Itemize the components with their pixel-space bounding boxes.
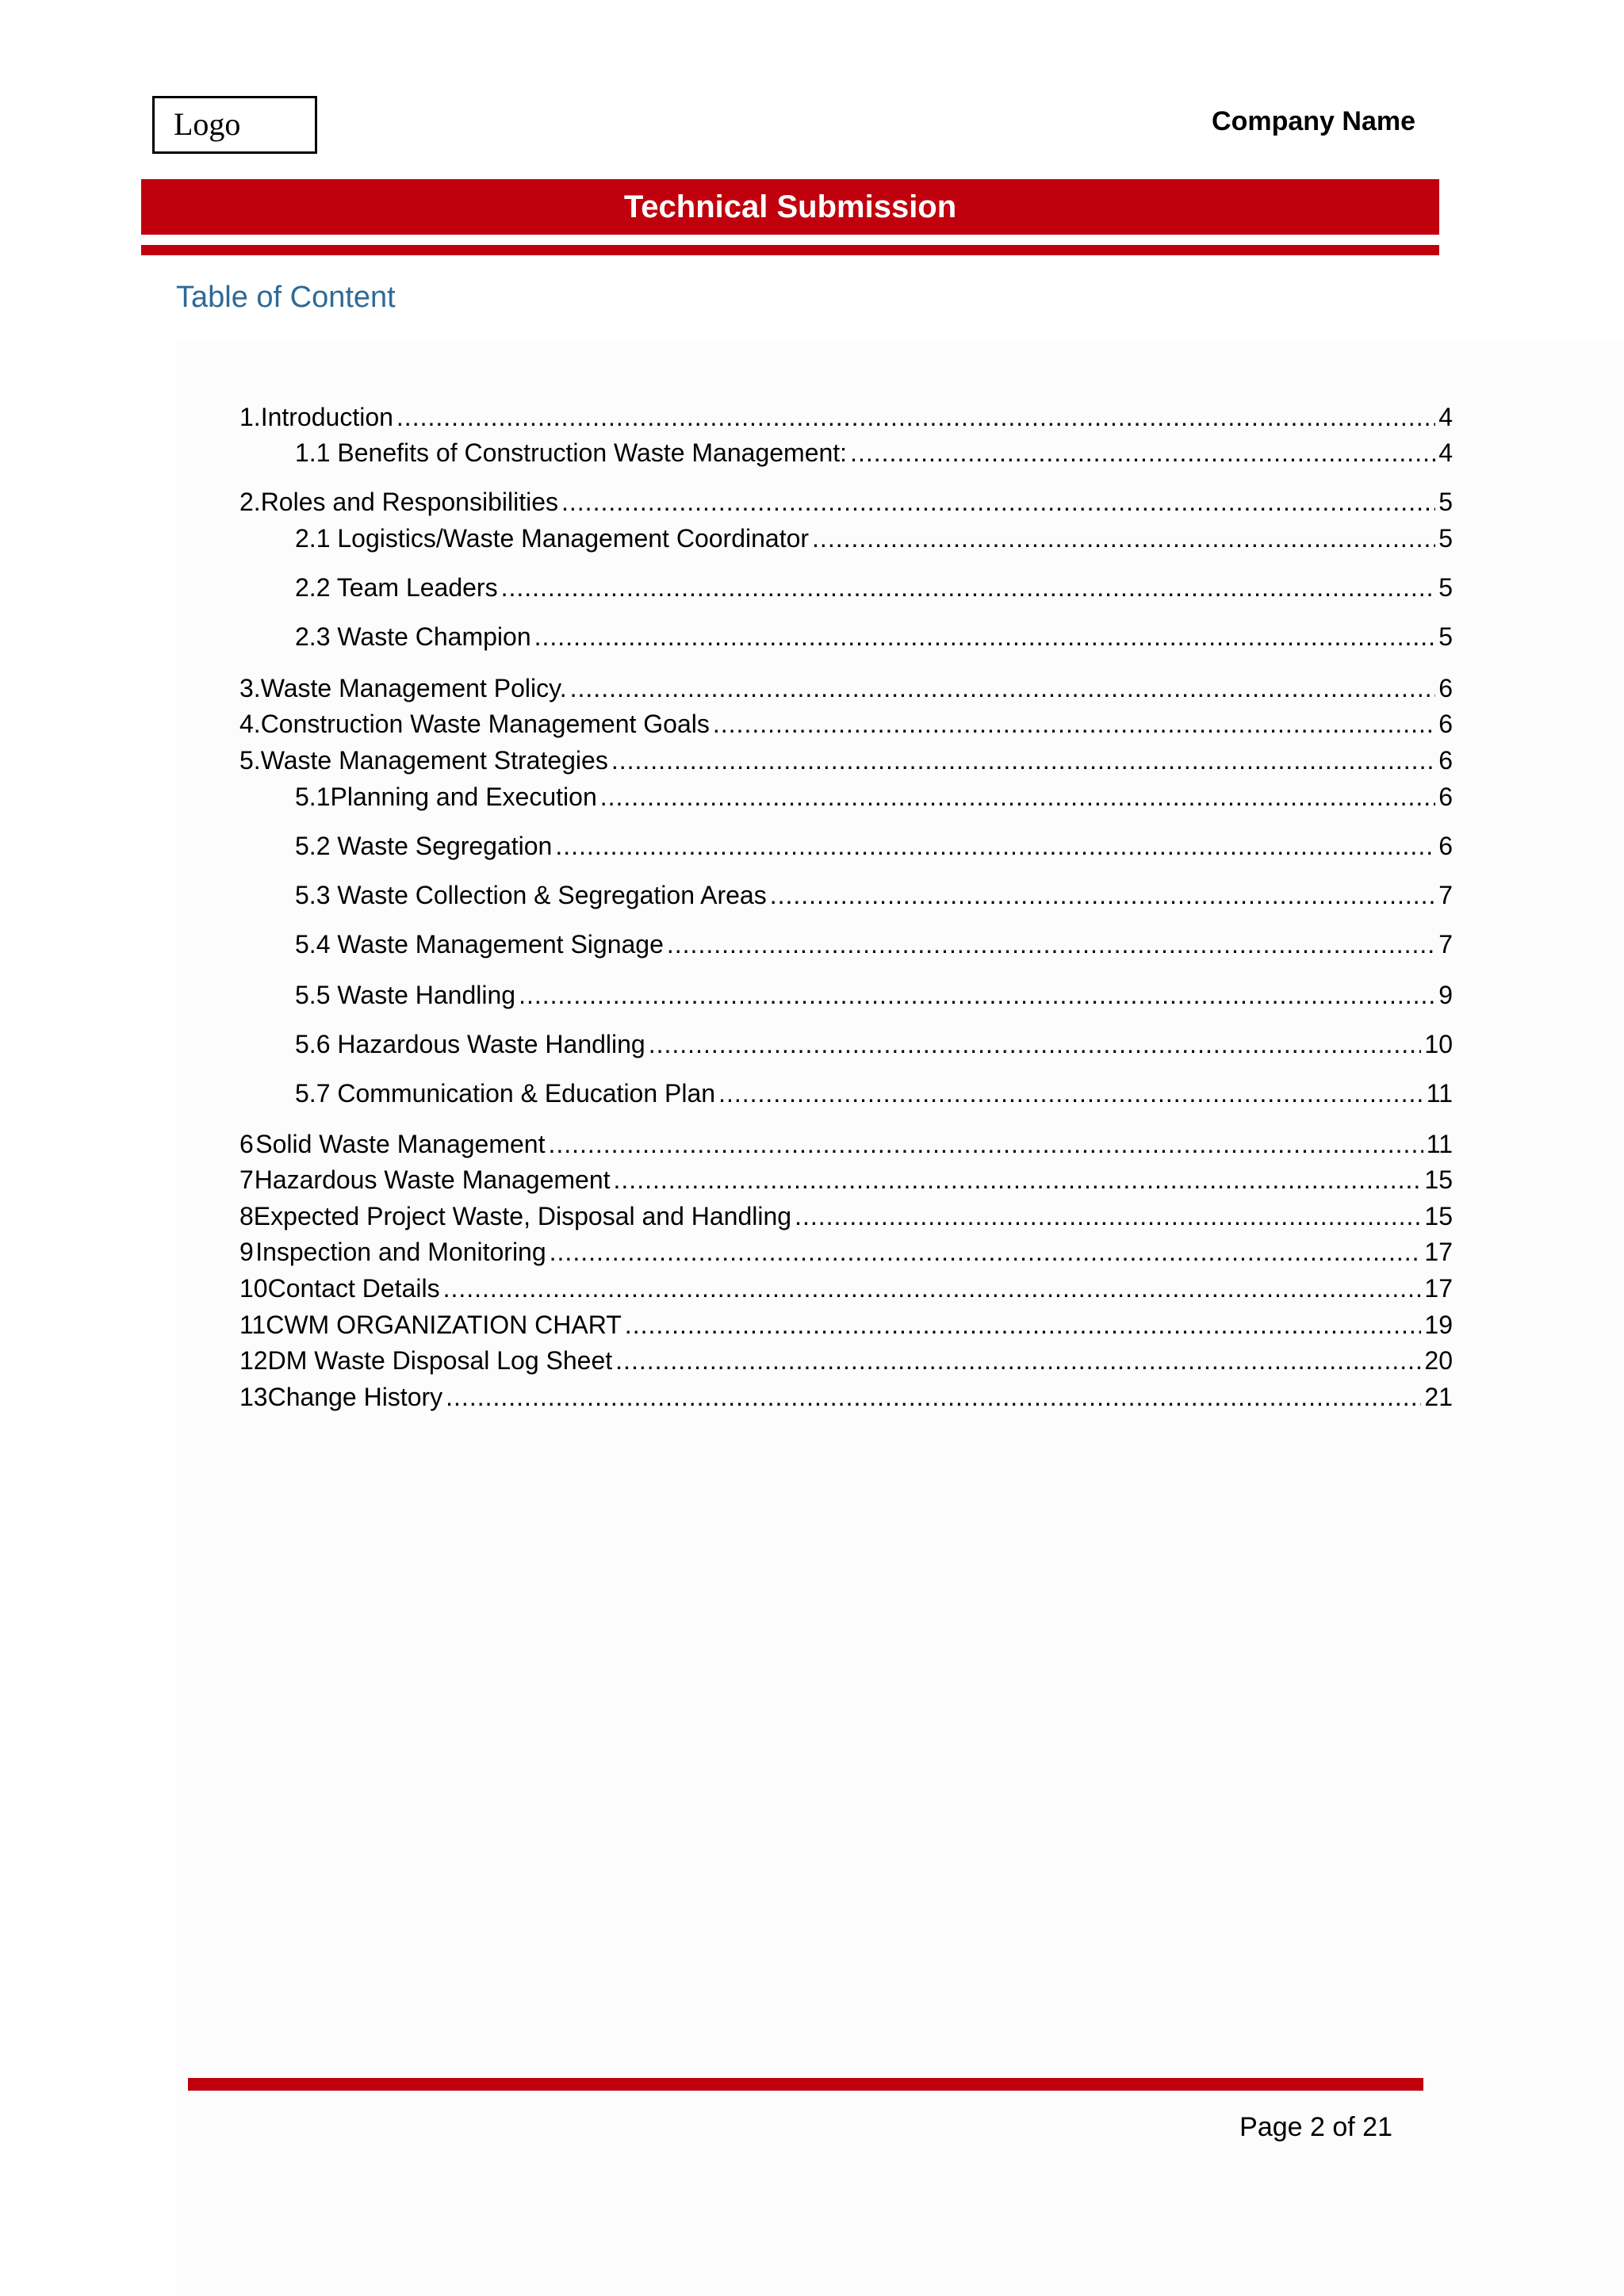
toc-entry-page: 7 — [1438, 881, 1453, 909]
toc-entry-title: Roles and Responsibilities — [260, 488, 558, 516]
toc-entry-title: 2.1 Logistics/Waste Management Coordinator — [295, 524, 810, 553]
toc-entry[interactable] — [239, 1128, 1453, 1160]
toc-entry-page: 6 — [1438, 746, 1453, 775]
toc-entry-number: 9 — [239, 1238, 254, 1266]
company-name: Company Name — [1212, 106, 1415, 136]
toc-entry-number: 6 — [239, 1130, 254, 1158]
toc-entry-page: 5 — [1438, 524, 1453, 553]
toc-entry[interactable] — [239, 744, 1453, 776]
toc-dot-leader — [519, 979, 1435, 1011]
toc-heading: Table of Content — [176, 281, 396, 314]
toc-entry-title: 5.5 Waste Handling — [295, 981, 516, 1009]
toc-entry-title: 1.1 Benefits of Construction Waste Management: — [295, 438, 848, 467]
toc-dot-leader — [649, 1028, 1422, 1060]
toc-entry-title: 5.6 Hazardous Waste Handling — [295, 1030, 645, 1058]
toc-entry[interactable] — [295, 437, 1453, 469]
toc-entry-page: 9 — [1438, 981, 1453, 1009]
toc-dot-leader — [614, 1164, 1422, 1196]
toc-entry-number: 7 — [239, 1165, 254, 1194]
toc-entry[interactable] — [295, 781, 1453, 813]
toc-entry-title: Waste Management Policy. — [260, 674, 567, 702]
toc-entry[interactable] — [239, 1309, 1453, 1341]
toc-entry-page: 10 — [1424, 1030, 1453, 1058]
toc-entry-number: 11 — [239, 1311, 266, 1339]
document-title-bar: Technical Submission — [141, 179, 1439, 235]
toc-entry-title: Introduction — [260, 403, 393, 431]
toc-entry-number: 10 — [239, 1274, 268, 1303]
toc-dot-leader — [396, 401, 1435, 433]
toc-dot-leader — [615, 1345, 1421, 1376]
toc-entry-page: 6 — [1438, 674, 1453, 702]
toc-dot-leader — [667, 928, 1435, 960]
toc-entry[interactable] — [239, 1200, 1453, 1232]
toc-entry[interactable] — [295, 522, 1453, 554]
toc-dot-leader — [812, 522, 1435, 554]
toc-entry-title: Planning and Execution — [330, 783, 597, 811]
toc-entry-page: 4 — [1438, 438, 1453, 467]
toc-entry[interactable] — [239, 1381, 1453, 1413]
toc-entry-title: Waste Management Strategies — [260, 746, 608, 775]
toc-entry-number: 3. — [239, 674, 261, 702]
footer-rule — [188, 2078, 1423, 2091]
toc-entry-title: 2.2 Team Leaders — [295, 573, 498, 602]
toc-entry-page: 6 — [1438, 832, 1453, 860]
toc-entry-page: 11 — [1426, 1130, 1453, 1158]
toc-dot-leader — [548, 1128, 1423, 1160]
toc-entry[interactable] — [239, 1345, 1453, 1376]
toc-entry-page: 6 — [1438, 710, 1453, 738]
toc-entry-number: 4. — [239, 710, 261, 738]
toc-entry-page: 7 — [1438, 930, 1453, 959]
toc-entry-page: 5 — [1438, 573, 1453, 602]
toc-entry-number: 5.1 — [295, 783, 331, 811]
toc-entry-page: 11 — [1426, 1079, 1453, 1108]
toc-entry-number: 5. — [239, 746, 261, 775]
toc-entry-title: DM Waste Disposal Log Sheet — [267, 1346, 613, 1375]
toc-entry[interactable] — [295, 879, 1453, 911]
toc-entry-number: 12 — [239, 1346, 268, 1375]
toc-dot-leader — [600, 781, 1435, 813]
toc-entry-page: 17 — [1424, 1238, 1453, 1266]
toc-entry-title: 2.3 Waste Champion — [295, 622, 531, 651]
toc-entry-title: Contact Details — [267, 1274, 440, 1303]
toc-dot-leader — [625, 1309, 1422, 1341]
toc-entry-page: 20 — [1424, 1346, 1453, 1375]
toc-entry[interactable] — [239, 401, 1453, 433]
toc-entry[interactable] — [295, 621, 1453, 652]
logo-placeholder: Logo — [152, 96, 317, 154]
toc-entry-page: 15 — [1424, 1165, 1453, 1194]
toc-entry-title: 5.7 Communication & Education Plan — [295, 1079, 716, 1108]
toc-entry[interactable] — [295, 1077, 1453, 1109]
toc-entry-page: 17 — [1424, 1274, 1453, 1303]
toc-entry[interactable] — [239, 1236, 1453, 1268]
toc-entry[interactable] — [295, 928, 1453, 960]
toc-entry-page: 6 — [1438, 783, 1453, 811]
toc-dot-leader — [534, 621, 1436, 652]
title-underline-rule — [141, 245, 1439, 255]
toc-entry-title: Inspection and Monitoring — [255, 1238, 546, 1266]
toc-entry[interactable] — [239, 1164, 1453, 1196]
toc-entry-title: CWM ORGANIZATION CHART — [266, 1311, 622, 1339]
toc-entry-title: Construction Waste Management Goals — [260, 710, 710, 738]
toc-entry-number: 1. — [239, 403, 261, 431]
toc-dot-leader — [446, 1381, 1421, 1413]
toc-entry[interactable] — [239, 672, 1453, 704]
toc-entry-page: 21 — [1424, 1383, 1453, 1411]
toc-entry[interactable] — [239, 486, 1453, 518]
toc-dot-leader — [570, 672, 1436, 704]
toc-dot-leader — [850, 437, 1435, 469]
toc-dot-leader — [718, 1077, 1423, 1109]
toc-entry-number: 13 — [239, 1383, 268, 1411]
toc-entry-title: Solid Waste Management — [255, 1130, 546, 1158]
toc-dot-leader — [713, 708, 1435, 740]
toc-entry-title: 5.2 Waste Segregation — [295, 832, 553, 860]
toc-dot-leader — [555, 830, 1435, 862]
toc-entry-page: 5 — [1438, 488, 1453, 516]
toc-entry-page: 5 — [1438, 622, 1453, 651]
toc-entry-number: 8 — [239, 1202, 254, 1230]
toc-dot-leader — [443, 1272, 1422, 1304]
toc-dot-leader — [561, 486, 1435, 518]
toc-entry[interactable] — [295, 979, 1453, 1011]
toc-entry[interactable] — [295, 1028, 1453, 1060]
toc-entry-page: 4 — [1438, 403, 1453, 431]
toc-entry-title: 5.4 Waste Management Signage — [295, 930, 664, 959]
toc-entry[interactable] — [239, 708, 1453, 740]
toc-dot-leader — [795, 1200, 1421, 1232]
toc-entry[interactable] — [295, 830, 1453, 862]
toc-entry-title: Hazardous Waste Management — [254, 1165, 611, 1194]
toc-entry-title: 5.3 Waste Collection & Segregation Areas — [295, 881, 767, 909]
toc-entry-page: 19 — [1424, 1311, 1453, 1339]
toc-entry-title: Change History — [267, 1383, 443, 1411]
toc-entry[interactable] — [239, 1272, 1453, 1304]
page-number: Page 2 of 21 — [1239, 2112, 1392, 2142]
toc-entry[interactable] — [295, 572, 1453, 603]
toc-dot-leader — [501, 572, 1436, 603]
toc-entry-page: 15 — [1424, 1202, 1453, 1230]
toc-entry-title: Expected Project Waste, Disposal and Handling — [253, 1202, 792, 1230]
toc-dot-leader — [611, 744, 1435, 776]
toc-dot-leader — [770, 879, 1436, 911]
toc-entry-number: 2. — [239, 488, 261, 516]
toc-dot-leader — [550, 1236, 1422, 1268]
